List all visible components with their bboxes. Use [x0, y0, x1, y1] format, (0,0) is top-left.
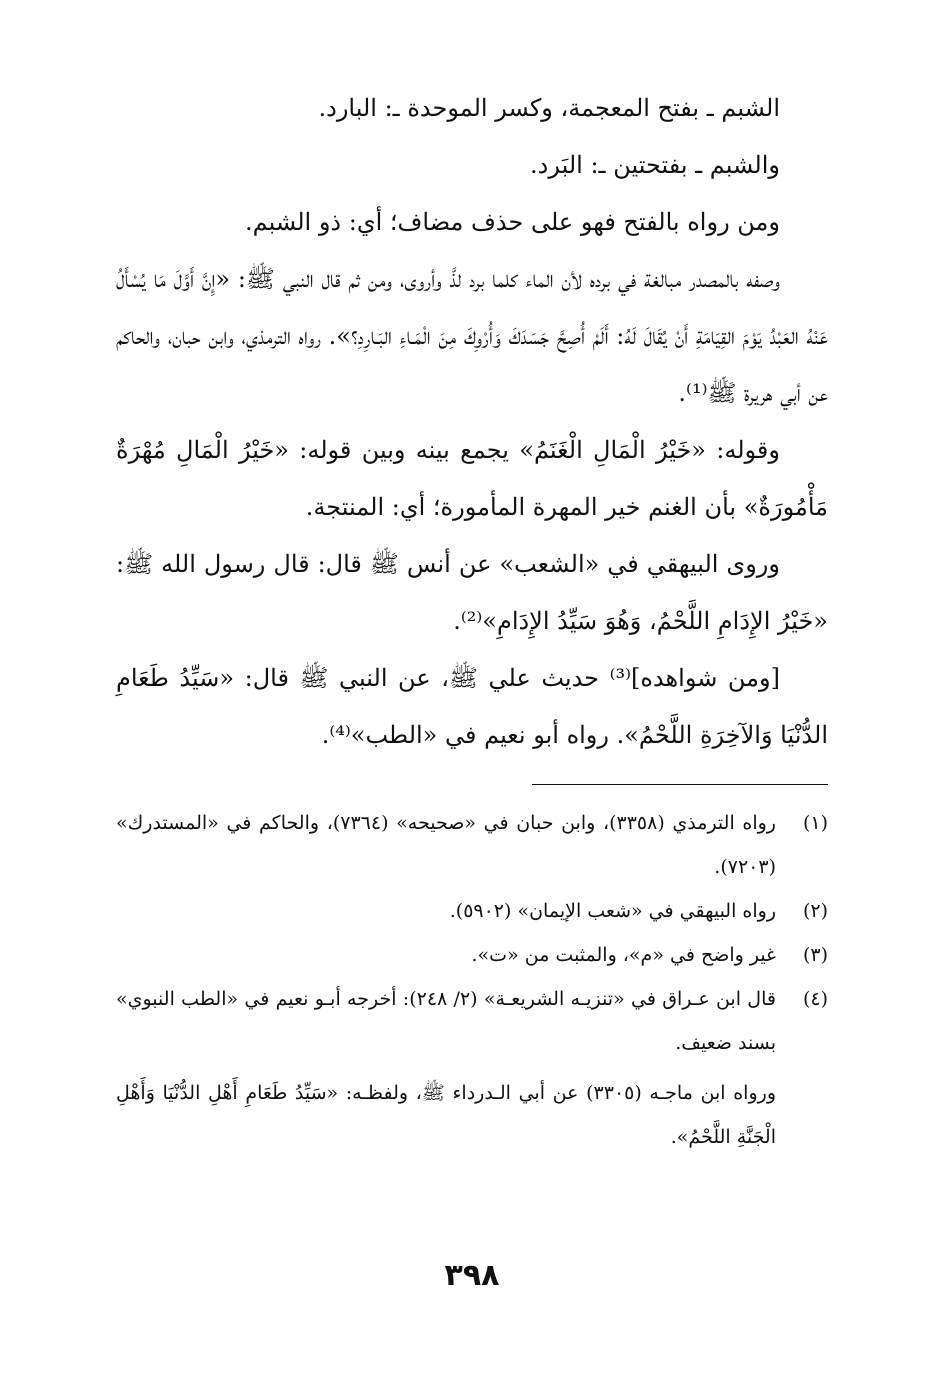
main-text: [116, 80, 828, 764]
footnote: [116, 801, 828, 889]
paragraph: والشبم ـ بفتحتين ـ: البَرد.: [530, 151, 780, 179]
footnote-number: (٢): [802, 900, 828, 922]
footnote-number: (١): [802, 812, 828, 834]
footnote: [116, 889, 828, 933]
paragraph: وقوله: «خَيْرُ الْمَالِ الْغَنَمُ» يجمع بينه وبين قوله: «خَيْرُ الْمَالِ مُهْرَةٌ مَأْمُورَةٌ» بأن الغنم خير المهرة المأمورة؛ أي: المنتجة.: [116, 436, 828, 521]
footnote-text: قال ابن عـراق في «تنزيـه الشريعـة» (٢/ ٢٤٨): أخرجه أبـو نعيم في «الطب النبوي» بسند ضعيف.: [116, 988, 776, 1054]
paragraph: ومن رواه بالفتح فهو على حذف مضاف؛ أي: ذو الشبم.: [244, 208, 780, 236]
footnote-divider: [532, 784, 828, 785]
paragraph: [ومن شواهده]⁽³⁾ حديث علي ﷺ، عن النبي ﷺ قال: «سَيِّدُ طَعَامِ الدُّنْيَا وَالآخِرَةِ اللَّحْمُ». رواه أبو نعيم في «الطب»⁽⁴⁾.: [116, 664, 828, 749]
paragraph: وروى البيهقي في «الشعب» عن أنس ﷺ قال: قال رسول الله ﷺ: «خَيْرُ الإِدَامِ اللَّحْمُ، وَهُوَ سَيِّدُ الإِدَامِ»⁽²⁾.: [116, 550, 828, 635]
footnote-number: (٣): [802, 944, 828, 966]
footnote: [116, 933, 828, 977]
book-page: [116, 80, 828, 1159]
footnote: [116, 977, 828, 1065]
footnotes: [116, 801, 828, 1159]
footnote-text: رواه البيهقي في «شعب الإيمان» (٥٩٠٢).: [449, 900, 776, 922]
paragraph: الشبم ـ بفتح المعجمة، وكسر الموحدة ـ: البارد.: [318, 94, 780, 122]
paragraph: وصفه بالمصدر مبالغة في برده لأن الماء كلما برد لذَّ وأروى، ومن ثم قال النبي ﷺ: «إِنَّ أَوَّلَ مَا يُسْأَلُ عَنْهُ العَبْدُ يَوْمَ القِيَامَةِ أَنْ يُقَالَ لَهُ: أَلَمْ أُصِحَّ جَسَدَكَ وَأُرْوِكَ مِنَ الْمَـاءِ البَـارِدِ؟». رواه الترمذي، وابن حبان، والحاكم عن أبي هريرة ﷺ⁽¹⁾.: [116, 265, 828, 407]
footnote-continuation: ورواه ابن ماجـه (٣٣٠٥) عن أبي الـدرداء ﷺ، ولفظـه: «سَيِّدُ طَعَامِ أَهْلِ الدُّنْيَا وَأَهْلِ الْجَنَّةِ اللَّحْمُ».: [116, 1082, 776, 1148]
footnote-number: (٤): [802, 988, 828, 1010]
page-number: ٣٩٨: [444, 1258, 500, 1293]
footnote-text: غير واضح في «م»، والمثبت من «ت».: [471, 944, 776, 966]
footnote-text: رواه الترمذي (٣٣٥٨)، وابن حبان في «صحيحه» (٧٣٦٤)، والحاكم في «المستدرك» (٧٢٠٣).: [116, 812, 776, 878]
